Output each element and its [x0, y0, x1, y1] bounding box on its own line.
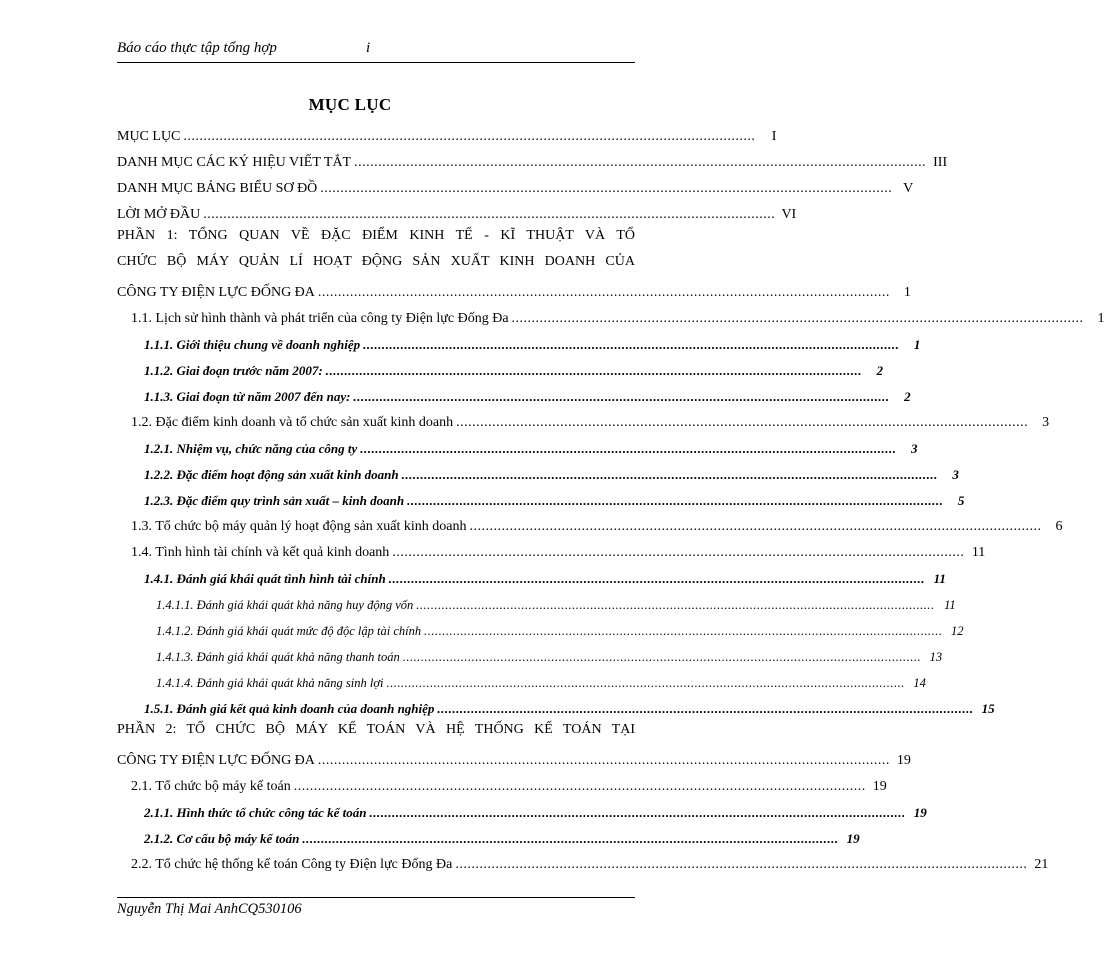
dot-leader: ...............................................................................................................................................: [354, 155, 927, 170]
toc-entry-page: 11: [971, 545, 986, 560]
dot-leader: ...............................................................................................................................................: [402, 650, 922, 664]
toc-entry[interactable]: [117, 613, 964, 639]
toc-entry-label: 1.2.1. Nhiệm vụ, chức năng của công ty: [144, 441, 358, 456]
toc-entry-page: 5: [957, 493, 965, 508]
part1-heading-line-3: CÔNG TY ĐIỆN LỰC ĐỐNG ĐA: [117, 285, 315, 300]
toc-entry[interactable]: [117, 821, 860, 847]
toc-entry-page: 3: [1042, 415, 1050, 430]
toc-entry-page: 1: [903, 285, 911, 300]
dot-leader: ...............................................................................................................................................: [325, 363, 862, 378]
toc-entry-page: 6: [1055, 519, 1063, 534]
toc-entry[interactable]: [117, 561, 946, 587]
table-of-contents: [117, 119, 1105, 873]
dot-leader: ...............................................................................................................................................: [317, 285, 890, 300]
toc-entry[interactable]: [117, 847, 1049, 873]
dot-leader: ...............................................................................................................................................: [363, 337, 900, 352]
toc-entry[interactable]: [117, 691, 995, 717]
toc-entry-page: 21: [1034, 857, 1049, 872]
toc-entry-page: 1: [913, 337, 921, 352]
dot-leader: ...............................................................................................................................................: [317, 753, 890, 768]
part1-heading-line-1: PHẦN 1: TỔNG QUAN VỀ ĐẶC ĐIỂM KINH TẾ - KĨ THUẬT VÀ TỔ: [117, 228, 635, 243]
toc-entry[interactable]: [117, 145, 948, 171]
toc-entry-label: 1.4.1.1. Đánh giá khái quát khả năng huy động vốn: [156, 598, 414, 612]
toc-entry-part1[interactable]: [117, 275, 911, 301]
toc-entry[interactable]: [117, 795, 927, 821]
toc-entry[interactable]: [117, 327, 921, 353]
toc-entry-page: 12: [951, 624, 964, 638]
dot-leader: ...............................................................................................................................................: [407, 493, 944, 508]
toc-entry-page: 13: [929, 650, 943, 664]
dot-leader: ...............................................................................................................................................: [456, 415, 1029, 430]
toc-entry-part2[interactable]: [117, 743, 911, 769]
toc-entry-label: 1.4.1. Đánh giá khái quát tình hình tài chính: [144, 571, 386, 586]
toc-entry-page: I: [771, 129, 777, 144]
header-title: Báo cáo thực tập tổng hợp: [117, 40, 277, 56]
toc-entry-label: 1.1.3. Giai đoạn từ năm 2007 đến nay:: [144, 389, 351, 404]
toc-entry-label: 1.5.1. Đánh giá kết quả kinh doanh của doanh nghiệp: [144, 701, 435, 716]
toc-entry[interactable]: [117, 431, 918, 457]
dot-leader: ...............................................................................................................................................: [437, 701, 974, 716]
dot-leader: ...............................................................................................................................................: [511, 311, 1084, 326]
dot-leader: ...............................................................................................................................................: [388, 571, 925, 586]
toc-entry-page: 19: [872, 779, 887, 794]
part2-heading-line-1: PHẦN 2: TỔ CHỨC BỘ MÁY KẾ TOÁN VÀ HỆ THỐNG KẾ TOÁN TẠI: [117, 722, 635, 737]
toc-entry-page: 2: [904, 389, 911, 404]
toc-entry[interactable]: [117, 119, 777, 145]
toc-entry-page: VI: [781, 207, 797, 222]
toc-entry-page: 3: [952, 467, 959, 482]
toc-entry[interactable]: [117, 665, 926, 691]
dot-leader: ...............................................................................................................................................: [416, 598, 935, 612]
toc-entry-page: 19: [913, 805, 927, 820]
page-header: [117, 38, 635, 63]
dot-leader: ...............................................................................................................................................: [302, 831, 839, 846]
toc-entry-page: 19: [896, 753, 911, 768]
toc-entry-page: 14: [913, 676, 926, 690]
toc-entry-label: 1.2.2. Đặc điểm hoạt động sản xuất kinh doanh: [144, 467, 399, 482]
toc-entry-page: V: [903, 181, 914, 196]
toc-entry[interactable]: [117, 457, 959, 483]
toc-entry-label: 2.2. Tổ chức hệ thống kế toán Công ty Điện lực Đống Đa: [131, 857, 453, 872]
toc-entry-label: 1.4.1.3. Đánh giá khái quát khả năng thanh toán: [156, 650, 400, 664]
toc-entry-page: 11: [933, 571, 946, 586]
dot-leader: ...............................................................................................................................................: [360, 441, 897, 456]
toc-entry-label: 2.1.2. Cơ cấu bộ máy kế toán: [144, 831, 300, 846]
toc-entry[interactable]: [117, 509, 1063, 535]
footer-author: Nguyễn Thị Mai AnhCQ530106: [117, 901, 302, 917]
toc-entry-page: 3: [911, 441, 918, 456]
toc-entry[interactable]: [117, 587, 956, 613]
toc-entry-label: 2.1.1. Hình thức tổ chức công tác kế toán: [144, 805, 367, 820]
dot-leader: ...............................................................................................................................................: [320, 181, 893, 196]
part1-heading-line-2: CHỨC BỘ MÁY QUẢN LÍ HOẠT ĐỘNG SẢN XUẤT KINH DOANH CỦA: [117, 254, 635, 269]
dot-leader: ...............................................................................................................................................: [455, 857, 1028, 872]
toc-entry-label: 1.4.1.4. Đánh giá khái quát khả năng sinh lợi: [156, 676, 384, 690]
toc-entry-label: 1.2.3. Đặc điểm quy trình sản xuất – kinh doanh: [144, 493, 405, 508]
dot-leader: ...............................................................................................................................................: [386, 676, 905, 690]
dot-leader: ...............................................................................................................................................: [183, 129, 756, 144]
dot-leader: ...............................................................................................................................................: [424, 624, 943, 638]
toc-entry[interactable]: [117, 379, 911, 405]
dot-leader: ...............................................................................................................................................: [353, 389, 890, 404]
page-footer: [117, 897, 635, 917]
dot-leader: ...............................................................................................................................................: [369, 805, 906, 820]
dot-leader: ...............................................................................................................................................: [293, 779, 866, 794]
toc-entry[interactable]: [117, 483, 965, 509]
toc-entry-label: 1.4. Tình hình tài chính và kết quả kinh doanh: [131, 545, 390, 560]
dot-leader: ...............................................................................................................................................: [392, 545, 965, 560]
toc-entry-label: LỜI MỞ ĐẦU: [117, 207, 201, 222]
header-page-number: i: [366, 40, 371, 56]
toc-entry[interactable]: [117, 171, 914, 197]
toc-entry[interactable]: [117, 197, 797, 223]
toc-entry[interactable]: [117, 769, 887, 795]
toc-entry-page: 15: [981, 701, 995, 716]
toc-entry-label: 1.4.1.2. Đánh giá khái quát mức độ độc lập tài chính: [156, 624, 422, 638]
toc-entry-label: DANH MỤC CÁC KÝ HIỆU VIẾT TẮT: [117, 155, 352, 170]
toc-entry-page: 1: [1097, 311, 1105, 326]
toc-entry-label: 1.3. Tổ chức bộ máy quản lý hoạt động sản xuất kinh doanh: [131, 519, 467, 534]
dot-leader: ...............................................................................................................................................: [203, 207, 776, 222]
toc-entry[interactable]: [117, 301, 1105, 327]
part2-heading-line-2: CÔNG TY ĐIỆN LỰC ĐỐNG ĐA: [117, 753, 315, 768]
toc-entry-label: 1.1.1. Giới thiệu chung về doanh nghiệp: [144, 337, 361, 352]
toc-entry-label: 2.1. Tổ chức bộ máy kế toán: [131, 779, 291, 794]
toc-entry-page: 2: [876, 363, 883, 378]
toc-entry[interactable]: [117, 639, 943, 665]
toc-entry-label: DANH MỤC BẢNG BIỂU SƠ ĐỒ: [117, 181, 318, 196]
toc-entry[interactable]: [117, 353, 883, 379]
toc-entry[interactable]: [117, 535, 986, 561]
toc-entry-page: III: [933, 155, 948, 170]
toc-entry-page: 11: [944, 598, 956, 612]
toc-entry[interactable]: [117, 405, 1050, 431]
toc-entry-page: 19: [846, 831, 860, 846]
toc-entry-label: MỤC LỤC: [117, 129, 181, 144]
toc-heading: MỤC LỤC: [308, 95, 392, 114]
toc-entry-label: 1.2. Đặc điểm kinh doanh và tổ chức sản xuất kinh doanh: [131, 415, 454, 430]
toc-entry-label: 1.1. Lịch sử hình thành và phát triển của công ty Điện lực Đống Đa: [131, 311, 509, 326]
toc-entry-label: 1.1.2. Giai đoạn trước năm 2007:: [144, 363, 323, 378]
dot-leader: ...............................................................................................................................................: [469, 519, 1042, 534]
dot-leader: ...............................................................................................................................................: [401, 467, 938, 482]
